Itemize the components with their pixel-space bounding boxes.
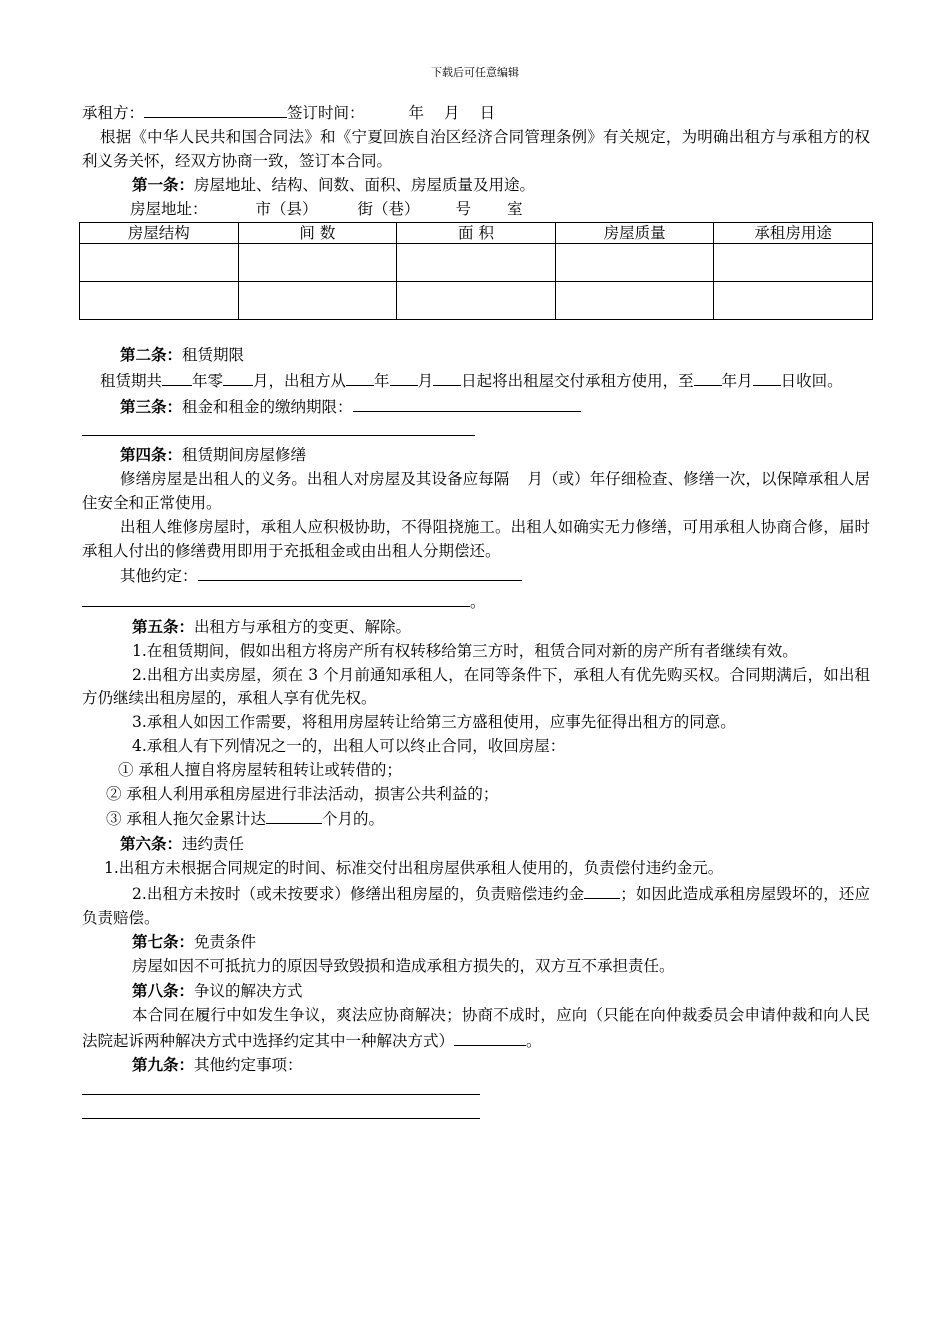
- lease-term-text: 年: [374, 371, 390, 390]
- table-cell[interactable]: [555, 281, 714, 319]
- article5-sub-2: ② 承租人利用承租房屋进行非法活动，损害公共利益的；: [106, 784, 499, 803]
- repair-text: 修缮房屋是出租人的义务。出租人对房屋及其设备应每隔: [120, 470, 510, 489]
- article3-heading: [82, 394, 870, 420]
- address-number: 号: [455, 200, 472, 219]
- other-matters-line-1[interactable]: [82, 1078, 480, 1095]
- article6-item-2: [82, 881, 870, 931]
- rent-terms-blank[interactable]: [353, 394, 581, 412]
- end-day-blank[interactable]: [753, 368, 781, 386]
- penalty-text: ；如因此造成承租房屋毁坏的，还应负责赔偿。: [82, 884, 870, 927]
- other-agreement-blank-2[interactable]: [82, 589, 470, 607]
- col-usage: 承租房用途: [714, 222, 873, 243]
- table-cell[interactable]: [238, 281, 397, 319]
- article3-title: 第三条：: [120, 396, 183, 416]
- lessee-line: [82, 100, 870, 126]
- table-header-row: [80, 222, 873, 243]
- article4-heading: [82, 443, 870, 468]
- article5-heading: [82, 615, 870, 640]
- article5-sub-1: ① 承租人擅自将房屋转租转让或转借的；: [118, 760, 402, 779]
- other-matters-line-2[interactable]: [82, 1102, 480, 1119]
- end-year-blank[interactable]: [694, 368, 722, 386]
- article1-heading: [82, 173, 870, 198]
- dispute-text: 本合同在履行中如发生争议，爽法应协商解决；协商不成时，应向（只能在向仲裁委员会申请仲裁和向人民法院起诉两种解决方式中选择约定其中一种解决方式）: [82, 1005, 870, 1050]
- article2-heading: [82, 343, 870, 368]
- address-street: 街（巷）: [357, 200, 420, 219]
- table-cell[interactable]: [555, 243, 714, 281]
- lease-term-text: 日收回。: [780, 371, 843, 390]
- dispute-method-blank[interactable]: [454, 1028, 526, 1046]
- col-structure: 房屋结构: [80, 222, 239, 243]
- lease-term-text: 月: [417, 371, 434, 390]
- article5-item-2: 2.出租方出卖房屋，须在 3 个月前通知承租人，在同等条件下，承租人有优先购买权。合同期满后，如出租方仍继续出租房屋的，承租人享有优先权。: [82, 665, 870, 708]
- article5-item-4: 4.承租人有下列情况之一的，出租人可以终止合同，收回房屋：: [132, 736, 566, 755]
- address-line: [82, 198, 870, 222]
- address-label: 房屋地址：: [130, 200, 208, 219]
- lease-term-text: 年零: [192, 371, 224, 390]
- address-city: 市（县）: [255, 200, 318, 219]
- address-room: 室: [507, 200, 523, 219]
- table-cell[interactable]: [238, 243, 397, 281]
- start-year-blank[interactable]: [346, 368, 374, 386]
- article7-heading: [82, 930, 870, 955]
- lease-term-text: 月: [737, 371, 753, 390]
- col-quality: 房屋质量: [555, 222, 714, 243]
- article7-text: 免责条件: [194, 933, 257, 952]
- penalty-blank[interactable]: [584, 881, 620, 899]
- lease-term-text: 月，出租方从: [253, 371, 347, 390]
- article9-title: 第九条：: [132, 1055, 195, 1075]
- table-row: [80, 243, 873, 281]
- repair-paragraph-1: [82, 468, 870, 516]
- article9-heading: [82, 1053, 870, 1078]
- article8-title: 第八条：: [132, 980, 195, 1000]
- property-table: [79, 222, 873, 320]
- start-day-blank[interactable]: [433, 368, 461, 386]
- article2-text: 租赁期限: [182, 345, 245, 364]
- intro-paragraph: 根据《中华人民共和国合同法》和《宁夏回族自治区经济合同管理条例》有关规定，为明确出租方与承租方的权利义务关怀，经双方协商一致，签订本合同。: [82, 127, 870, 170]
- table-cell[interactable]: [397, 243, 556, 281]
- start-month-blank[interactable]: [390, 368, 418, 386]
- other-agreement-label: 其他约定：: [120, 567, 198, 586]
- article5-sub-3: [82, 806, 870, 832]
- article4-text: 租赁期间房屋修缮: [182, 446, 307, 465]
- table-cell[interactable]: [397, 281, 556, 319]
- article5-item-1: 1.在租赁期间，假如出租方将房产所有权转移给第三方时，租赁合同对新的房产所有者继续有效。: [132, 641, 798, 660]
- col-area: 面 积: [397, 222, 556, 243]
- lease-term-text: 日起将出租屋交付承租方使用，至: [461, 371, 694, 390]
- article1-text: 房屋地址、结构、间数、面积、房屋质量及用途。: [194, 176, 536, 195]
- article6-title: 第六条：: [120, 834, 183, 854]
- arrears-text: ③ 承租人拖欠金累计达: [106, 810, 266, 829]
- sign-month: 月: [444, 104, 460, 122]
- repair-paragraph-2: 出租人维修房屋时，承租人应积极协助，不得阻挠施工。出租人如确实无力修缮，可用承租人协商合修，届时承租人付出的修缮费用即用于充抵租金或由出租人分期偿还。: [82, 517, 870, 560]
- other-agreement-line: [82, 563, 870, 589]
- article6-heading: [82, 832, 870, 857]
- sign-day: 日: [479, 104, 496, 122]
- lease-term-paragraph: [82, 368, 870, 394]
- article4-title: 第四条：: [120, 445, 183, 465]
- lessee-blank[interactable]: [144, 100, 287, 118]
- lease-years-blank[interactable]: [162, 368, 192, 386]
- period: 。: [526, 1031, 542, 1050]
- contract-body: [82, 100, 870, 1119]
- other-agreement-blank[interactable]: [198, 563, 522, 581]
- article8-text: 争议的解决方式: [194, 981, 303, 1000]
- article7-paragraph: 房屋如因不可抵抗力的原因导致毁损和造成承租方损失的，双方互不承担责任。: [132, 957, 675, 976]
- table-row: [80, 281, 873, 319]
- article1-title: 第一条：: [132, 175, 195, 195]
- article6-text: 违约责任: [182, 835, 245, 854]
- lease-term-text: 年: [721, 371, 738, 390]
- article8-paragraph: [82, 1004, 870, 1054]
- article8-heading: [82, 979, 870, 1004]
- arrears-months-blank[interactable]: [266, 806, 322, 824]
- repair-text: 月（或）年仔细检查、修缮一次，以保障承租人居住安全和正常使用。: [82, 470, 870, 512]
- table-cell[interactable]: [80, 281, 239, 319]
- sign-year: 年: [408, 104, 425, 122]
- table-cell[interactable]: [714, 243, 873, 281]
- lease-term-text: 租赁期共: [100, 371, 163, 390]
- penalty-text: 2.出租方未按时（或未按要求）修缮出租房屋的，负责赔偿违约金: [132, 884, 585, 903]
- article9-text: 其他约定事项：: [194, 1056, 303, 1075]
- rent-terms-line[interactable]: [82, 419, 475, 436]
- sign-time-label: 签订时间：: [287, 104, 365, 122]
- article6-item-1: 1.出租方未根据合同规定的时间、标准交付出租房屋供承租人使用的，负责偿付违约金元。: [104, 858, 724, 877]
- article3-text: 租金和租金的缴纳期限：: [182, 397, 353, 416]
- arrears-text: 个月的。: [321, 810, 384, 829]
- article5-item-3: 3.承租人如因工作需要，将租用房屋转让给第三方盛租使用，应事先征得出租方的同意。: [132, 713, 736, 732]
- lessee-label: 承租方：: [82, 104, 145, 122]
- col-rooms: 间 数: [238, 222, 397, 243]
- period: 。: [470, 593, 486, 612]
- table-cell[interactable]: [714, 281, 873, 319]
- download-note: 下载后可任意编辑: [431, 66, 519, 79]
- article5-text: 出租方与承租方的变更、解除。: [194, 617, 412, 636]
- article2-title: 第二条：: [120, 344, 183, 364]
- table-cell[interactable]: [80, 243, 239, 281]
- lease-months-blank[interactable]: [223, 368, 253, 386]
- article5-title: 第五条：: [132, 616, 195, 636]
- other-agreement-line-2: [82, 589, 870, 615]
- article7-title: 第七条：: [132, 932, 195, 952]
